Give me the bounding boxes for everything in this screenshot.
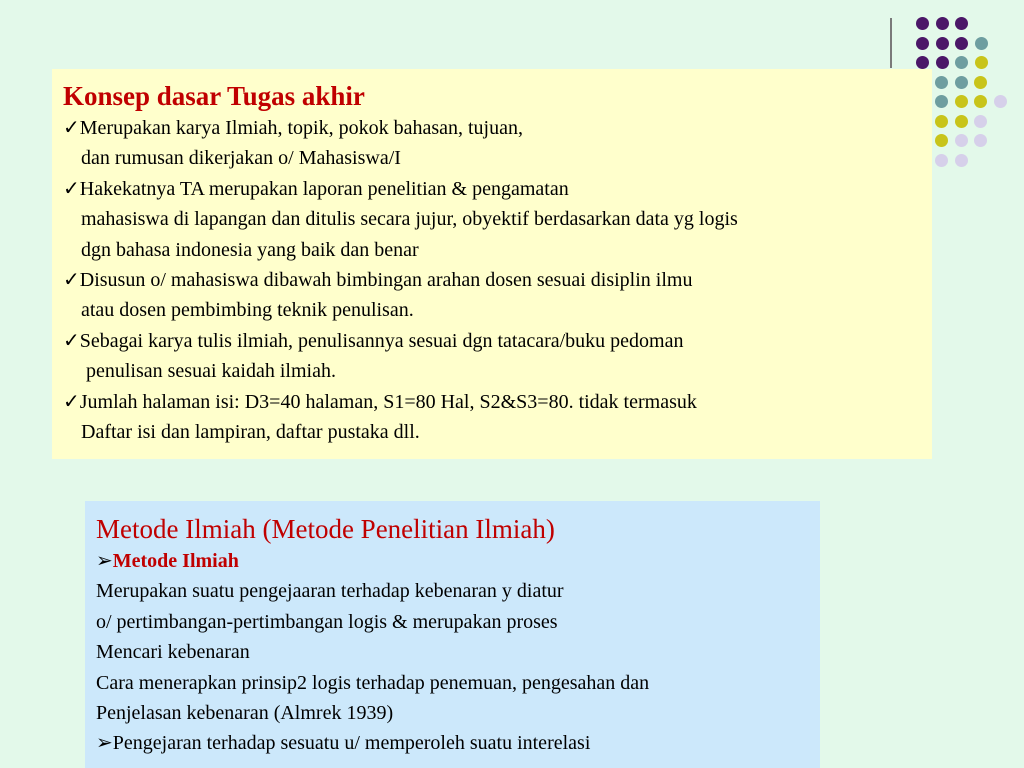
decorative-dot	[935, 76, 948, 89]
list-item-text: Jumlah halaman isi: D3=40 halaman, S1=80 Hal, S2&S3=80. tidak termasuk	[79, 390, 697, 413]
list-item	[63, 387, 932, 417]
decorative-dot	[974, 95, 987, 108]
paragraph-line: Penjelasan kebenaran (Almrek 1939)	[96, 702, 394, 725]
bullet-list	[63, 113, 932, 447]
list-item	[96, 728, 820, 758]
subheading-label: Metode Ilmiah	[112, 550, 239, 572]
decorative-dot	[974, 134, 987, 147]
paragraph-line: Mencari kebenaran	[96, 641, 250, 664]
decorative-dot	[935, 115, 948, 128]
decorative-dot	[955, 154, 968, 167]
list-item-continuation: mahasiswa di lapangan dan ditulis secara jujur, obyektif berdasarkan data yg logis	[81, 208, 738, 231]
decorative-dot	[936, 17, 949, 30]
checkmark-icon: ✓	[63, 269, 80, 292]
paragraph-line: o/ pertimbangan-pertimbangan logis & merupakan proses	[96, 610, 558, 633]
decorative-dot	[994, 95, 1007, 108]
metode-ilmiah-panel	[85, 501, 820, 768]
decorative-dot	[936, 37, 949, 50]
decorative-dot	[935, 134, 948, 147]
list-item-text: Disusun o/ mahasiswa dibawah bimbingan arahan dosen sesuai disiplin ilmu	[79, 269, 693, 292]
list-item-continuation: dgn bahasa indonesia yang baik dan benar	[81, 238, 419, 261]
arrow-bullet-icon: ➢	[96, 550, 113, 572]
list-item-continuation: penulisan sesuai kaidah ilmiah.	[81, 360, 336, 383]
panel-title: Metode Ilmiah (Metode Penelitian Ilmiah)	[96, 514, 555, 544]
paragraph-line: Merupakan suatu pengejaaran terhadap kebenaran y diatur	[96, 580, 564, 603]
decorative-dot	[955, 37, 968, 50]
tugas-akhir-panel	[52, 69, 932, 459]
list-item-text: Sebagai karya tulis ilmiah, penulisannya sesuai dgn tatacara/buku pedoman	[79, 329, 684, 352]
list-item-text: Hakekatnya TA merupakan laporan penelitian & pengamatan	[79, 177, 569, 200]
decorative-dot	[974, 76, 987, 89]
decorative-dot	[916, 17, 929, 30]
decorative-dot	[955, 76, 968, 89]
list-item	[63, 265, 932, 295]
decorative-dot	[975, 37, 988, 50]
decorative-dot	[936, 56, 949, 69]
subheading-item	[96, 546, 820, 576]
list-item	[63, 174, 932, 204]
list-item-continuation: Daftar isi dan lampiran, daftar pustaka dll.	[81, 421, 420, 444]
decorative-dot	[974, 115, 987, 128]
list-item	[63, 113, 932, 143]
decorative-divider-line	[890, 18, 892, 68]
list-item-text: Merupakan karya Ilmiah, topik, pokok bahasan, tujuan,	[79, 117, 523, 139]
decorative-dot	[935, 154, 948, 167]
decorative-dot	[975, 56, 988, 69]
decorative-dot	[955, 56, 968, 69]
list-item-text: Pengejaran terhadap sesuatu u/ memperoleh suatu interelasi	[112, 732, 591, 755]
paragraph-lines	[96, 576, 820, 728]
decorative-dot	[955, 17, 968, 30]
decorative-dot	[916, 37, 929, 50]
decorative-dot	[955, 134, 968, 147]
panel-title: Konsep dasar Tugas akhir	[63, 81, 365, 111]
decorative-dot	[935, 95, 948, 108]
list-item-continuation: atau dosen pembimbing teknik penulisan.	[81, 299, 414, 322]
list-item-continuation: dan rumusan dikerjakan o/ Mahasiswa/I	[81, 147, 401, 170]
checkmark-icon: ✓	[63, 177, 80, 200]
list-item	[63, 326, 932, 356]
decorative-dot	[955, 95, 968, 108]
checkmark-icon: ✓	[63, 390, 80, 413]
checkmark-icon: ✓	[63, 329, 80, 352]
arrow-bullet-icon: ➢	[96, 732, 113, 755]
decorative-dot	[916, 56, 929, 69]
paragraph-line: Cara menerapkan prinsip2 logis terhadap penemuan, pengesahan dan	[96, 671, 650, 694]
checkmark-icon: ✓	[63, 117, 80, 139]
decorative-dot	[955, 115, 968, 128]
